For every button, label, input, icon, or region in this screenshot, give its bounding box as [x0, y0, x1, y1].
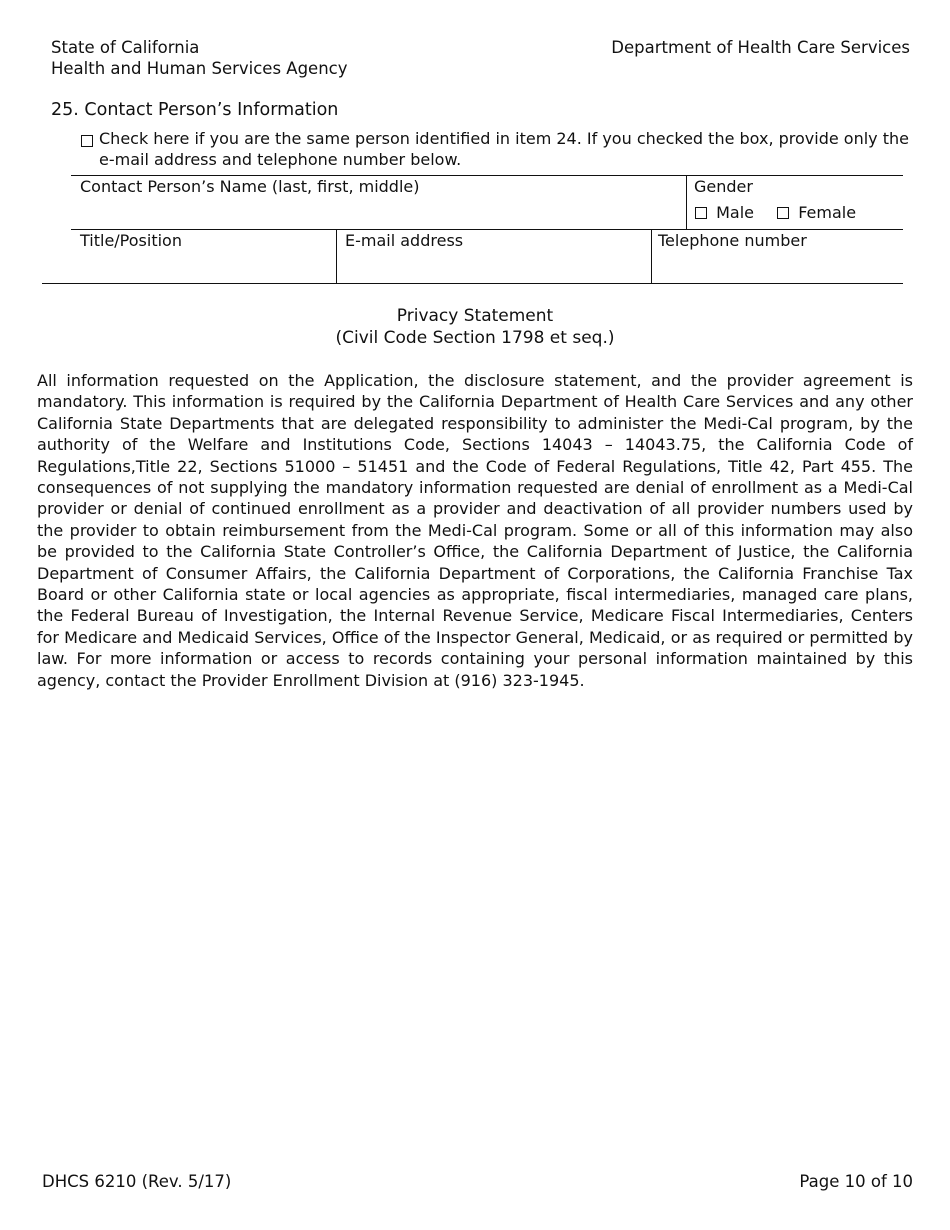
email-label: E-mail address — [345, 231, 464, 250]
table-middle-border — [71, 229, 903, 230]
male-checkbox[interactable] — [695, 207, 707, 219]
contact-name-field[interactable] — [72, 199, 684, 227]
contact-name-label: Contact Person’s Name (last, first, middle) — [80, 177, 420, 196]
same-person-checkbox-label: Check here if you are the same person identified in item 24. If you checked the box, provide only the e-mail address and telephone number below. — [99, 129, 909, 169]
telephone-label: Telephone number — [658, 231, 807, 250]
title-position-field[interactable] — [72, 253, 334, 281]
agency-name: Health and Human Services Agency — [51, 59, 348, 78]
form-id: DHCS 6210 (Rev. 5/17) — [42, 1172, 232, 1191]
title-email-divider — [336, 229, 337, 283]
header-left — [51, 37, 348, 79]
table-top-border — [71, 175, 903, 176]
gender-divider — [686, 175, 687, 229]
contact-form-table — [42, 175, 903, 284]
email-phone-divider — [651, 229, 652, 283]
email-field[interactable] — [338, 253, 649, 281]
department-name: Department of Health Care Services — [611, 38, 910, 57]
privacy-body: All information requested on the Application, the disclosure statement, and the provider agreement is mandatory. This information is required by the California Department of Health Care Services and any other California State Departments that are delegated responsibility to administer the Medi-Cal program, by the authority of the Welfare and Institutions Code, Sections 14043 – 14043.75, the California Code of Regulations,Title 22, Sections 51000 – 51451 and the Code of Federal Regulations, Title 42, Part 455. The consequences of not supplying the mandatory information requested are denial of enrollment as a Medi-Cal provider or denial of continued enrollment as a provider and deactivation of all provider numbers used by the provider to obtain reimbursement from the Medi-Cal program. Some or all of this information may also be provided to the California State Controller’s Office, the California Department of Justice, the California Department of Consumer Affairs, the California Department of Corporations, the California Franchise Tax Board or other California state or local agencies as appropriate, fiscal intermediaries, managed care plans, the Federal Bureau of Investigation, the Internal Revenue Service, Medicare Fiscal Intermediaries, Centers for Medicare and Medicaid Services, Office of the Inspector General, Medicaid, or as required or permitted by law. For more information or access to records containing your personal information maintained by this agency, contact the Provider Enrollment Division at (916) 323-1945. — [37, 371, 913, 690]
privacy-heading — [0, 305, 950, 349]
section-title: 25. Contact Person’s Information — [51, 100, 339, 120]
female-checkbox[interactable] — [777, 207, 789, 219]
table-bottom-border — [42, 283, 903, 284]
telephone-field[interactable] — [653, 253, 901, 281]
gender-label: Gender — [694, 177, 753, 196]
privacy-subtitle: (Civil Code Section 1798 et seq.) — [335, 328, 615, 348]
privacy-title: Privacy Statement — [396, 306, 554, 326]
male-label: Male — [716, 203, 754, 222]
page-number: Page 10 of 10 — [799, 1172, 913, 1191]
same-person-checkbox-row — [79, 128, 909, 170]
title-position-label: Title/Position — [80, 231, 182, 250]
same-person-checkbox[interactable] — [81, 135, 93, 147]
gender-options — [695, 203, 856, 223]
state-name: State of California — [51, 38, 200, 57]
female-label: Female — [798, 203, 857, 222]
